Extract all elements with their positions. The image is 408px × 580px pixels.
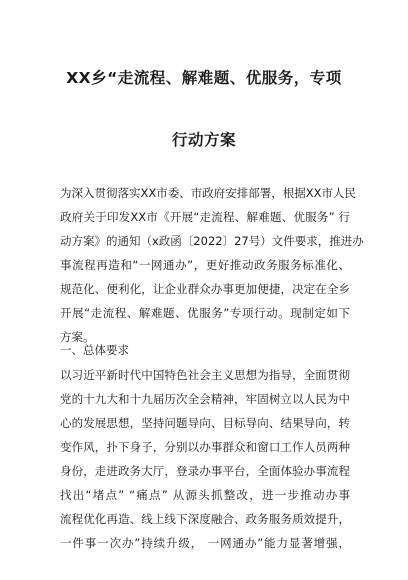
intro-line-5: 规范化、便利化，让企业群众办事更加便捷，决定在全乡 [60, 282, 350, 296]
intro-line-1: 为深入贯彻落实XX市委、市政府安排部署，根据XX市人民 [60, 186, 357, 200]
section1-line-1: 以习近平新时代中国特色社会主义思想为指导，全面贯彻 [60, 368, 350, 382]
document-title-line-1: XX乡“走流程、解难题、优服务，专项 [66, 69, 342, 87]
document-title-line-2: 行动方案 [171, 131, 236, 149]
section1-line-7: 流程优化再造、线上线下深度融合、政务服务质效提升， [60, 512, 350, 526]
section1-line-6: 找出“堵点” “痛点” 从源头抓整改，进一步推动办事 [60, 488, 350, 502]
section1-line-4: 变作风，扑下身子，分别以办事群众和窗口工作人员两种 [60, 440, 350, 454]
section1-line-2: 党的十九大和十九届历次全会精神，牢固树立以人民为中 [60, 392, 350, 406]
section1-line-8: 一件事一次办”持续升级， 一网通办”能力显著增强， [60, 536, 350, 550]
intro-line-6: 开展“走流程、解难题、优服务”专项行动。现制定如下 [60, 306, 350, 320]
intro-line-7: 方案。 [60, 330, 95, 344]
section1-line-5: 身份，走进政务大厅，登录办事平台，全面体验办事流程 [60, 464, 350, 478]
intro-line-3: 动方案》的通知（x政函〔2022〕27号）文件要求，推进办 [60, 234, 364, 248]
section-heading-general-requirements: 一、总体要求 [60, 343, 129, 357]
section1-line-3: 心的发展思想，坚持问题导向、目标导向、结果导向，转 [60, 416, 350, 430]
intro-line-2: 政府关于印发XX市《开展“走流程、解难题、优服务” 行 [60, 210, 350, 224]
intro-line-4: 事流程再造和“一网通办”，更好推动政务服务标准化、 [60, 258, 350, 272]
